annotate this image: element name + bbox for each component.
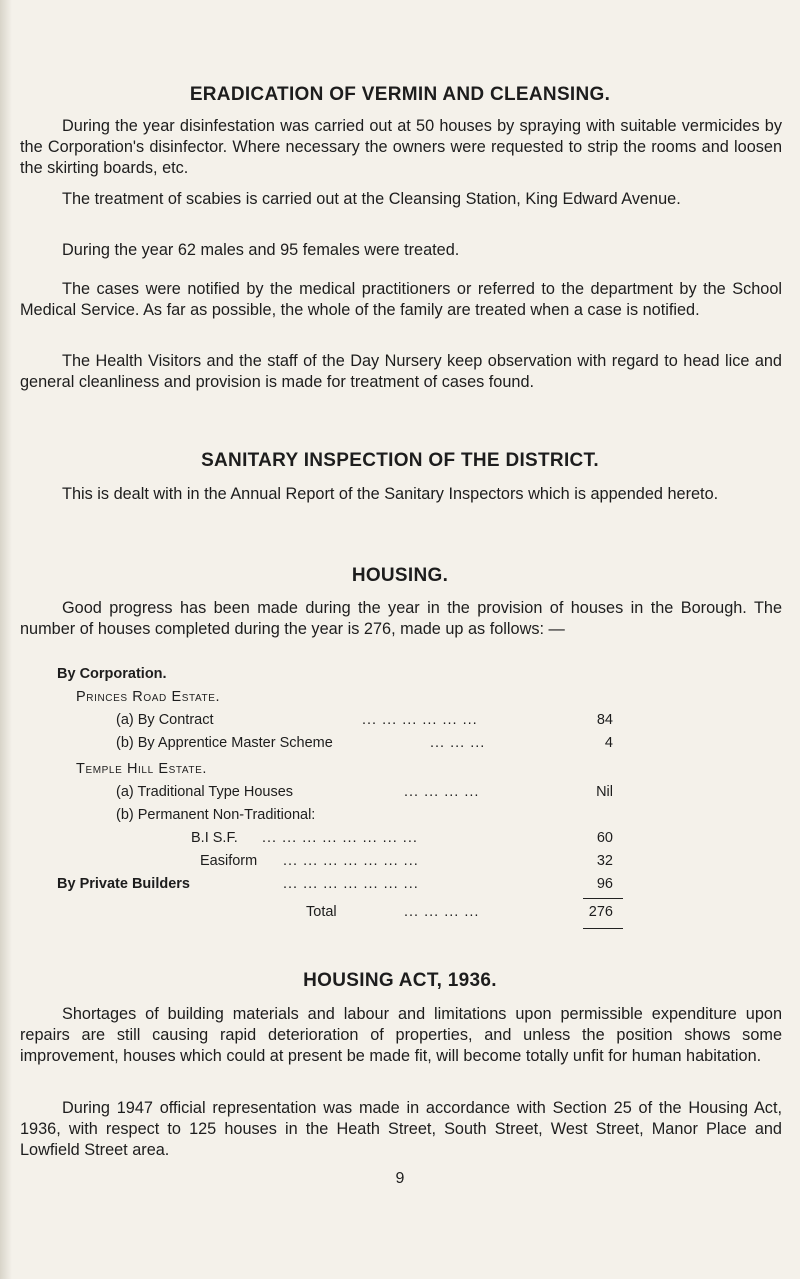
vermin-paragraph-2: The treatment of scabies is carried out at the Cleansing Station, King Edward Avenue. bbox=[62, 190, 681, 208]
housing-act-paragraph-1: Shortages of building materials and labour and limitations upon permissible expenditure upon repairs are still causing rapid deterioration of properties, and unless the position shows some improvement, houses which could at present be made fit, will become totally unfit for human habitation. bbox=[20, 1005, 782, 1065]
bisf-label: B.I S.F. bbox=[191, 830, 238, 846]
easiform-label: Easiform bbox=[200, 853, 258, 869]
page-edge-shadow bbox=[0, 0, 12, 1279]
total-rule-top bbox=[583, 898, 623, 899]
contract-label: (a) By Contract bbox=[116, 712, 214, 728]
sanitary-heading: SANITARY INSPECTION OF THE DISTRICT. bbox=[201, 450, 599, 471]
vermin-paragraph-5: The Health Visitors and the staff of the Day Nursery keep observation with regard to head lice and general cleanliness and provision is made for treatment of cases found. bbox=[20, 352, 782, 391]
leader-dots: ... ... ... ... bbox=[404, 904, 480, 920]
apprentice-value: 4 bbox=[604, 735, 613, 751]
leader-dots: ... ... ... bbox=[430, 735, 486, 751]
vermin-paragraph-3: During the year 62 males and 95 females were treated. bbox=[62, 241, 460, 259]
private-label: By Private Builders bbox=[57, 876, 190, 892]
easiform-value: 32 bbox=[596, 853, 613, 869]
housing-paragraph: Good progress has been made during the year in the provision of houses in the Borough. The number of houses completed during the year is 276, made up as follows: — bbox=[20, 599, 782, 638]
private-value: 96 bbox=[596, 876, 613, 892]
housing-heading: HOUSING. bbox=[351, 565, 449, 586]
leader-dots: ... ... ... ... ... ... ... ... bbox=[262, 830, 418, 846]
leader-dots: ... ... ... ... bbox=[404, 784, 480, 800]
housing-act-heading: HOUSING ACT, 1936. bbox=[303, 970, 497, 991]
page-number: 9 bbox=[395, 1170, 405, 1187]
apprentice-label: (b) By Apprentice Master Scheme bbox=[116, 735, 333, 751]
total-rule-bottom bbox=[583, 928, 623, 929]
by-corporation-label: By Corporation. bbox=[57, 666, 167, 682]
housing-act-paragraph-2: During 1947 official representation was made in accordance with Section 25 of the Housing Act, 1936, with respect to 125 houses in the Heath Street, South Street, West Street, Manor Place and Lowfield Street area. bbox=[20, 1099, 782, 1159]
vermin-paragraph-1: During the year disinfestation was carried out at 50 houses by spraying with suitable vermicides by the Corporation's disinfector. Where necessary the owners were requested to strip the rooms and loosen the skirting boards, etc. bbox=[20, 117, 782, 177]
leader-dots: ... ... ... ... ... ... ... bbox=[283, 876, 419, 892]
vermin-heading: ERADICATION OF VERMIN AND CLEANSING. bbox=[189, 84, 611, 105]
vermin-paragraph-4: The cases were notified by the medical practitioners or referred to the department by the School Medical Service. As far as possible, the whole of the family are treated when a case is notified. bbox=[20, 280, 782, 319]
leader-dots: ... ... ... ... ... ... ... bbox=[283, 853, 419, 869]
total-label: Total bbox=[306, 904, 337, 920]
sanitary-paragraph: This is dealt with in the Annual Report of the Sanitary Inspectors which is appended hereto. bbox=[62, 485, 719, 503]
total-value: 276 bbox=[588, 904, 613, 920]
traditional-value: Nil bbox=[596, 784, 613, 800]
contract-value: 84 bbox=[596, 712, 613, 728]
permanent-label: (b) Permanent Non-Traditional: bbox=[116, 807, 316, 823]
princes-estate-label: Princes Road Estate. bbox=[76, 689, 221, 705]
traditional-label: (a) Traditional Type Houses bbox=[116, 784, 294, 800]
bisf-value: 60 bbox=[596, 830, 613, 846]
leader-dots: ... ... ... ... ... ... bbox=[362, 712, 478, 728]
temple-estate-label: Temple Hill Estate. bbox=[76, 761, 208, 777]
